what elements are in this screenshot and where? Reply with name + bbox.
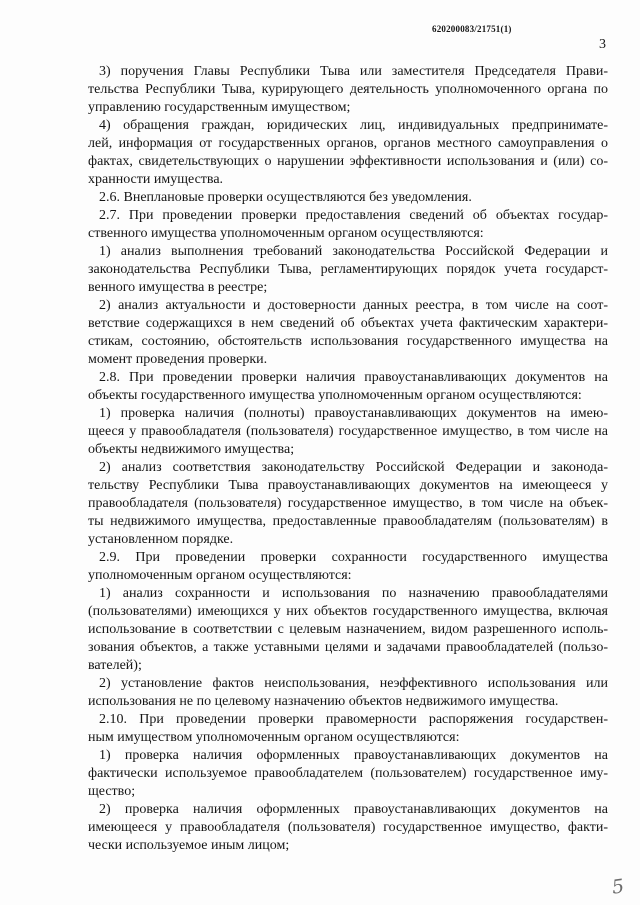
text-line: вателей); — [88, 658, 142, 673]
text-line: ственного имущества уполномоченным органом осуществляются: — [88, 226, 484, 241]
text-line: уполномоченным органом осуществляются: — [88, 568, 352, 583]
text-line: фактах, свидетельствующих о нарушении эффективности использования и (или) со- — [88, 154, 608, 169]
document-registration-code: 620200083/21751(1) — [432, 24, 512, 34]
handwritten-page-mark: 5 — [610, 875, 626, 899]
list-item-4-appeals — [88, 117, 608, 189]
clause-2-8-item-2 — [88, 459, 608, 549]
text-line: ветствие содержащихся в нем сведений об объектах учета фактическим характери- — [88, 316, 608, 331]
text-line: 4) обращения граждан, юридических лиц, индивидуальных предпринимате- — [99, 118, 608, 133]
text-line: использования не по целевому назначению объектов недвижимого имущества. — [88, 694, 559, 709]
clause-2-10-item-2 — [88, 801, 608, 855]
text-line: 2.10. При проведении проверки правомерности распоряжения государствен- — [99, 712, 608, 727]
text-line: фактически используемое правообладателем (пользователем) государственное иму- — [88, 766, 608, 781]
text-line: тельству Республики Тыва правоустанавливающих документов на имеющееся у — [88, 478, 608, 493]
text-line: объекты государственного имущества уполномоченным органом осуществляются: — [88, 388, 582, 403]
text-line: (пользователями) имеющихся у них объектов государственного имущества, включая — [88, 604, 608, 619]
text-line: 1) анализ выполнения требований законодательства Российской Федерации и — [99, 244, 608, 259]
text-line: ты недвижимого имущества, предоставленные правообладателям (пользователям) в — [88, 514, 608, 529]
text-line: использование в соответствии с целевым назначением, видом разрешенного исполь- — [88, 622, 608, 637]
clause-2-7 — [88, 207, 608, 243]
clause-2-7-item-1 — [88, 243, 608, 297]
text-line: зования объектов, а также уставными целями и задачами правообладателей (пользо- — [88, 640, 608, 655]
text-line: венного имущества в реестре; — [88, 280, 268, 295]
text-line: 1) анализ сохранности и использования по назначению правообладателями — [99, 586, 608, 601]
text-line: 2) анализ соответствия законодательству Российской Федерации и законода- — [99, 460, 608, 475]
clause-2-10 — [88, 711, 608, 747]
clause-2-9 — [88, 549, 608, 585]
text-line: 2.7. При проведении проверки предоставления сведений об объектах государ- — [99, 208, 608, 223]
clause-2-8-item-1 — [88, 405, 608, 459]
list-item-3-instructions — [88, 63, 608, 117]
text-line: 3) поручения Главы Республики Тыва или заместителя Председателя Прави- — [99, 64, 608, 79]
text-line: 2.9. При проведении проверки сохранности государственного имущества — [99, 550, 608, 565]
text-line: законодательства Республики Тыва, регламентирующих порядок учета государст- — [88, 262, 608, 277]
text-line: 2) проверка наличия оформленных правоустанавливающих документов на — [99, 802, 608, 817]
text-line: 1) проверка наличия оформленных правоустанавливающих документов на — [99, 748, 608, 763]
text-line: установленном порядке. — [88, 532, 234, 547]
text-line: имеющееся у правообладателя (пользователя) государственное имущество, факти- — [88, 820, 608, 835]
text-line: лей, информация от государственных органов, органов местного самоуправления о — [88, 136, 608, 151]
text-line: тельства Республики Тыва, курирующего деятельность уполномоченного органа по — [88, 82, 608, 97]
text-line: щееся у правообладателя (пользователя) государственное имущество, в том числе на — [88, 424, 608, 439]
text-line: ным имуществом уполномоченным органом осуществляются: — [88, 730, 460, 745]
text-line: объекты недвижимого имущества; — [88, 442, 295, 457]
text-line: 2) установление фактов неиспользования, неэффективного использования или — [99, 676, 608, 691]
clause-2-10-item-1 — [88, 747, 608, 801]
text-line: чески используемое иным лицом; — [88, 838, 290, 853]
text-line: щество; — [88, 784, 136, 799]
text-line: 1) проверка наличия (полноты) правоустанавливающих документов на имею- — [99, 406, 608, 421]
clause-2-8 — [88, 369, 608, 405]
page-number: 3 — [599, 37, 606, 52]
text-line: 2) анализ актуальности и достоверности данных реестра, в том числе на соот- — [99, 298, 608, 313]
clause-2-9-item-1 — [88, 585, 608, 675]
clause-2-9-item-2 — [88, 675, 608, 711]
text-line: 2.6. Внеплановые проверки осуществляются без уведомления. — [99, 190, 472, 205]
text-line: правообладателя (пользователя) государственное имущество, в том числе на объек- — [88, 496, 608, 511]
text-line: хранности имущества. — [88, 172, 224, 187]
document-body — [88, 63, 608, 855]
clause-2-7-item-2 — [88, 297, 608, 369]
clause-2-6 — [88, 189, 608, 207]
text-line: момент проведения проверки. — [88, 352, 268, 367]
text-line: управлению государственным имуществом; — [88, 100, 351, 115]
text-line: 2.8. При проведении проверки наличия правоустанавливающих документов на — [99, 370, 608, 385]
text-line: стикам, состоянию, обстоятельств использования государственного имущества на — [88, 334, 608, 349]
